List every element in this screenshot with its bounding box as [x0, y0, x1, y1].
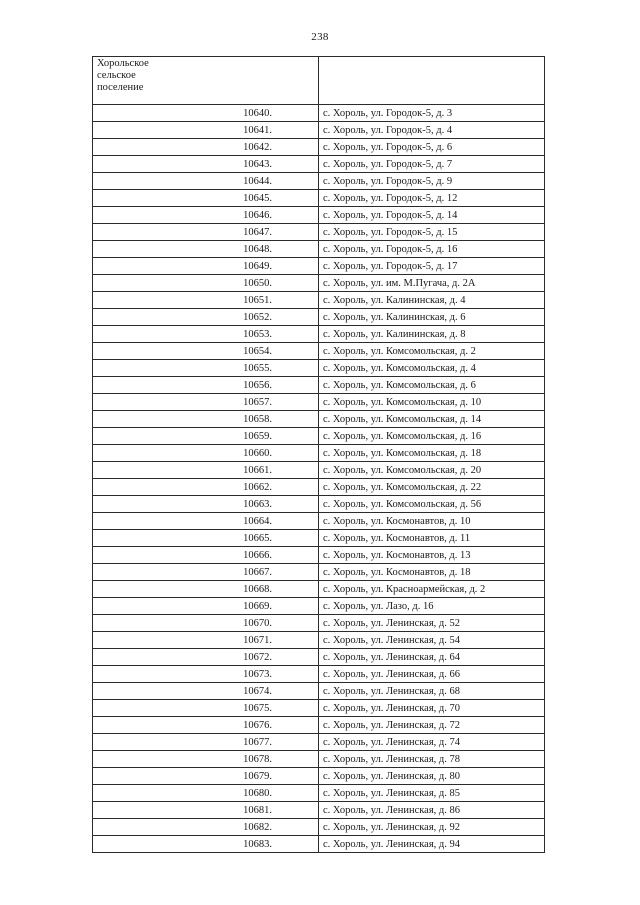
settlement-name-line: поселение: [97, 82, 144, 93]
record-number-cell: 10653.: [93, 326, 319, 343]
address-cell: с. Хороль, ул. Космонавтов, д. 13: [319, 547, 545, 564]
record-number-cell: 10655.: [93, 360, 319, 377]
table-row: [93, 598, 545, 615]
record-number-cell: 10659.: [93, 428, 319, 445]
address-cell: с. Хороль, ул. Лазо, д. 16: [319, 598, 545, 615]
address-cell: с. Хороль, ул. Комсомольская, д. 18: [319, 445, 545, 462]
record-number-cell: 10660.: [93, 445, 319, 462]
record-number-cell: 10648.: [93, 241, 319, 258]
table-row: [93, 207, 545, 224]
address-cell: с. Хороль, ул. Ленинская, д. 68: [319, 683, 545, 700]
settlement-name-line: Хорольское: [97, 58, 149, 69]
record-number-cell: 10671.: [93, 632, 319, 649]
settlement-header-row: [93, 57, 545, 105]
address-cell: с. Хороль, ул. Ленинская, д. 78: [319, 751, 545, 768]
address-cell: с. Хороль, ул. Комсомольская, д. 4: [319, 360, 545, 377]
table-row: [93, 530, 545, 547]
record-number-cell: 10640.: [93, 105, 319, 122]
table-row: [93, 683, 545, 700]
table-row: [93, 717, 545, 734]
table-row: [93, 615, 545, 632]
record-number-cell: 10650.: [93, 275, 319, 292]
address-cell: с. Хороль, ул. Красноармейская, д. 2: [319, 581, 545, 598]
table-row: [93, 649, 545, 666]
table-row: [93, 819, 545, 836]
page-number: 238: [311, 31, 329, 43]
table-row: [93, 309, 545, 326]
address-cell: с. Хороль, ул. им. М.Пугача, д. 2А: [319, 275, 545, 292]
address-cell: с. Хороль, ул. Городок-5, д. 17: [319, 258, 545, 275]
table-row: [93, 326, 545, 343]
address-cell: с. Хороль, ул. Ленинская, д. 52: [319, 615, 545, 632]
table-row: [93, 632, 545, 649]
address-cell: с. Хороль, ул. Ленинская, д. 54: [319, 632, 545, 649]
address-cell: с. Хороль, ул. Космонавтов, д. 11: [319, 530, 545, 547]
settlement-header-address-cell: [319, 57, 545, 105]
settlement-name-cell: [93, 57, 319, 105]
record-number-cell: 10672.: [93, 649, 319, 666]
address-table-body: [93, 57, 545, 853]
table-row: [93, 428, 545, 445]
record-number-cell: 10652.: [93, 309, 319, 326]
record-number-cell: 10681.: [93, 802, 319, 819]
record-number-cell: 10674.: [93, 683, 319, 700]
table-row: [93, 190, 545, 207]
table-row: [93, 258, 545, 275]
table-row: [93, 105, 545, 122]
address-cell: с. Хороль, ул. Ленинская, д. 92: [319, 819, 545, 836]
table-row: [93, 462, 545, 479]
record-number-cell: 10647.: [93, 224, 319, 241]
address-cell: с. Хороль, ул. Городок-5, д. 9: [319, 173, 545, 190]
address-cell: с. Хороль, ул. Комсомольская, д. 6: [319, 377, 545, 394]
address-cell: с. Хороль, ул. Ленинская, д. 85: [319, 785, 545, 802]
address-cell: с. Хороль, ул. Городок-5, д. 15: [319, 224, 545, 241]
record-number-cell: 10666.: [93, 547, 319, 564]
record-number-cell: 10678.: [93, 751, 319, 768]
address-cell: с. Хороль, ул. Калининская, д. 8: [319, 326, 545, 343]
address-cell: с. Хороль, ул. Ленинская, д. 86: [319, 802, 545, 819]
record-number-cell: 10658.: [93, 411, 319, 428]
address-cell: с. Хороль, ул. Городок-5, д. 6: [319, 139, 545, 156]
address-cell: с. Хороль, ул. Комсомольская, д. 10: [319, 394, 545, 411]
record-number-cell: 10680.: [93, 785, 319, 802]
record-number-cell: 10654.: [93, 343, 319, 360]
table-row: [93, 751, 545, 768]
record-number-cell: 10662.: [93, 479, 319, 496]
record-number-cell: 10667.: [93, 564, 319, 581]
table-row: [93, 411, 545, 428]
table-row: [93, 666, 545, 683]
address-cell: с. Хороль, ул. Космонавтов, д. 10: [319, 513, 545, 530]
table-row: [93, 292, 545, 309]
record-number-cell: 10661.: [93, 462, 319, 479]
address-cell: с. Хороль, ул. Городок-5, д. 12: [319, 190, 545, 207]
table-row: [93, 139, 545, 156]
address-cell: с. Хороль, ул. Городок-5, д. 16: [319, 241, 545, 258]
record-number-cell: 10663.: [93, 496, 319, 513]
table-row: [93, 836, 545, 853]
record-number-cell: 10641.: [93, 122, 319, 139]
record-number-cell: 10665.: [93, 530, 319, 547]
record-number-cell: 10657.: [93, 394, 319, 411]
address-cell: с. Хороль, ул. Городок-5, д. 4: [319, 122, 545, 139]
address-cell: с. Хороль, ул. Комсомольская, д. 56: [319, 496, 545, 513]
table-row: [93, 479, 545, 496]
record-number-cell: 10668.: [93, 581, 319, 598]
record-number-cell: 10649.: [93, 258, 319, 275]
table-row: [93, 173, 545, 190]
address-cell: с. Хороль, ул. Калининская, д. 4: [319, 292, 545, 309]
record-number-cell: 10664.: [93, 513, 319, 530]
record-number-cell: 10675.: [93, 700, 319, 717]
table-row: [93, 360, 545, 377]
address-cell: с. Хороль, ул. Комсомольская, д. 14: [319, 411, 545, 428]
table-row: [93, 275, 545, 292]
address-cell: с. Хороль, ул. Калининская, д. 6: [319, 309, 545, 326]
record-number-cell: 10673.: [93, 666, 319, 683]
record-number-cell: 10683.: [93, 836, 319, 853]
address-cell: с. Хороль, ул. Городок-5, д. 7: [319, 156, 545, 173]
table-row: [93, 700, 545, 717]
record-number-cell: 10646.: [93, 207, 319, 224]
record-number-cell: 10651.: [93, 292, 319, 309]
address-table: [92, 56, 545, 853]
record-number-cell: 10682.: [93, 819, 319, 836]
address-cell: с. Хороль, ул. Комсомольская, д. 22: [319, 479, 545, 496]
record-number-cell: 10676.: [93, 717, 319, 734]
record-number-cell: 10679.: [93, 768, 319, 785]
table-row: [93, 445, 545, 462]
table-row: [93, 156, 545, 173]
record-number-cell: 10670.: [93, 615, 319, 632]
table-row: [93, 496, 545, 513]
table-row: [93, 394, 545, 411]
table-row: [93, 377, 545, 394]
table-row: [93, 122, 545, 139]
record-number-cell: 10645.: [93, 190, 319, 207]
settlement-name-line: сельское: [97, 70, 136, 81]
address-cell: с. Хороль, ул. Ленинская, д. 72: [319, 717, 545, 734]
address-cell: с. Хороль, ул. Ленинская, д. 64: [319, 649, 545, 666]
address-cell: с. Хороль, ул. Комсомольская, д. 16: [319, 428, 545, 445]
record-number-cell: 10644.: [93, 173, 319, 190]
table-row: [93, 241, 545, 258]
table-row: [93, 224, 545, 241]
address-cell: с. Хороль, ул. Ленинская, д. 66: [319, 666, 545, 683]
record-number-cell: 10669.: [93, 598, 319, 615]
table-row: [93, 564, 545, 581]
table-row: [93, 785, 545, 802]
table-row: [93, 768, 545, 785]
table-row: [93, 581, 545, 598]
address-cell: с. Хороль, ул. Ленинская, д. 70: [319, 700, 545, 717]
address-cell: с. Хороль, ул. Космонавтов, д. 18: [319, 564, 545, 581]
table-row: [93, 734, 545, 751]
address-cell: с. Хороль, ул. Ленинская, д. 80: [319, 768, 545, 785]
table-row: [93, 343, 545, 360]
record-number-cell: 10656.: [93, 377, 319, 394]
record-number-cell: 10677.: [93, 734, 319, 751]
address-cell: с. Хороль, ул. Комсомольская, д. 20: [319, 462, 545, 479]
address-cell: с. Хороль, ул. Городок-5, д. 14: [319, 207, 545, 224]
table-row: [93, 547, 545, 564]
record-number-cell: 10642.: [93, 139, 319, 156]
record-number-cell: 10643.: [93, 156, 319, 173]
table-row: [93, 513, 545, 530]
address-cell: с. Хороль, ул. Комсомольская, д. 2: [319, 343, 545, 360]
address-cell: с. Хороль, ул. Ленинская, д. 74: [319, 734, 545, 751]
address-cell: с. Хороль, ул. Ленинская, д. 94: [319, 836, 545, 853]
address-cell: с. Хороль, ул. Городок-5, д. 3: [319, 105, 545, 122]
table-row: [93, 802, 545, 819]
